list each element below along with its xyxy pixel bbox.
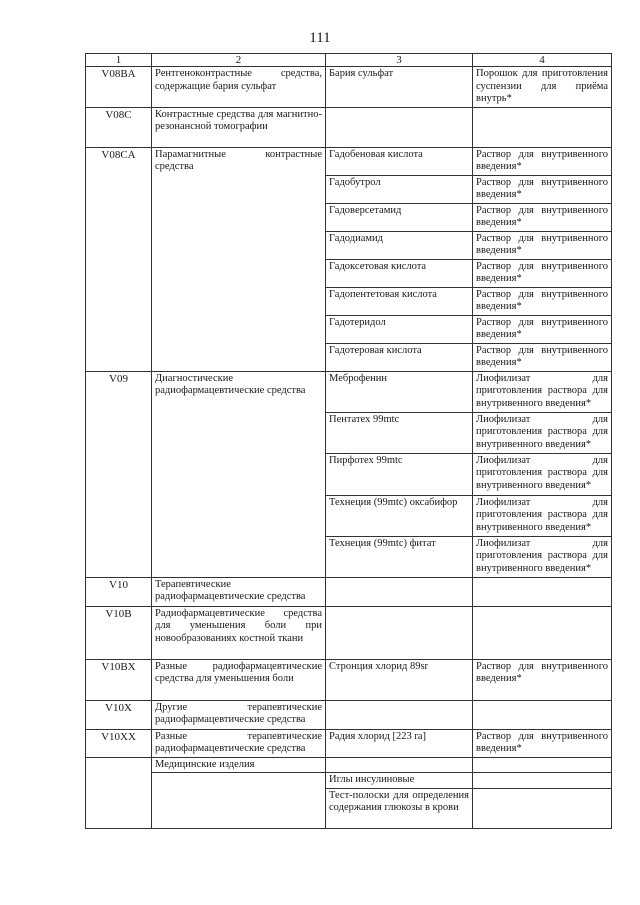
- dosage-form: Раствор для внутривенного введения*: [473, 175, 612, 203]
- page-number: 111: [309, 30, 331, 46]
- column-header: 3: [326, 54, 473, 67]
- drug-name: Радия хлорид [223 ra]: [326, 729, 473, 757]
- atc-code: V08BA: [86, 67, 152, 108]
- drug-name: [326, 577, 473, 606]
- column-header: 2: [152, 54, 326, 67]
- dosage-form: Раствор для внутривенного введения*: [473, 343, 612, 371]
- table-row: [86, 729, 612, 757]
- group-description: Контрастные средства для магнитно-резонансной томографии: [152, 107, 326, 147]
- group-description: Радиофармацевтические средства для уменьшения боли при новообразованиях костной ткани: [152, 606, 326, 659]
- dosage-form: Раствор для внутривенного введения*: [473, 231, 612, 259]
- group-description: Разные радиофармацевтические средства для уменьшения боли: [152, 659, 326, 700]
- dosage-form: Раствор для внутривенного введения*: [473, 659, 612, 700]
- drug-name: Гадопентетовая кислота: [326, 287, 473, 315]
- drug-name: Гадотеровая кислота: [326, 343, 473, 371]
- drug-name: Пентатех 99mtc: [326, 412, 473, 453]
- dosage-form: [473, 606, 612, 659]
- dosage-form: Лиофилизат для приготовления раствора для внутривенного введения*: [473, 453, 612, 495]
- drug-name: [326, 700, 473, 729]
- drug-name: Технеция (99mtc) оксабифор: [326, 495, 473, 536]
- drug-name: Гадоксетовая кислота: [326, 259, 473, 287]
- device-name: Тест-полоски для определения содержания глюкозы в крови: [326, 788, 473, 828]
- drug-name: Стронция хлорид 89sr: [326, 659, 473, 700]
- dosage-form: Лиофилизат для приготовления раствора для внутривенного введения*: [473, 495, 612, 536]
- column-header: 4: [473, 54, 612, 67]
- device-name: Иглы инсулиновые: [326, 773, 473, 789]
- group-description-empty: [152, 773, 326, 829]
- atc-code: V08CA: [86, 147, 152, 371]
- dosage-form: Порошок для приготовления суспензии для приёма внутрь*: [473, 67, 612, 108]
- column-header: 1: [86, 54, 152, 67]
- table-row: [86, 659, 612, 700]
- group-description: Парамагнитные контрастные средства: [152, 147, 326, 371]
- atc-code-empty: [86, 757, 152, 828]
- dosage-form: Лиофилизат для приготовления раствора для внутривенного введения*: [473, 371, 612, 412]
- group-description: Другие терапевтические радиофармацевтические средства: [152, 700, 326, 729]
- dosage-form-empty: [473, 788, 612, 828]
- group-description: Рентгеноконтрастные средства, содержащие бария сульфат: [152, 67, 326, 108]
- group-description: Диагностические радиофармацевтические средства: [152, 371, 326, 577]
- dosage-form: Лиофилизат для приготовления раствора для внутривенного введения*: [473, 536, 612, 577]
- table-row: [86, 773, 612, 789]
- drug-name: [326, 107, 473, 147]
- dosage-form: Раствор для внутривенного введения*: [473, 287, 612, 315]
- atc-code: V10X: [86, 700, 152, 729]
- drug-name: Пирфотех 99mtc: [326, 453, 473, 495]
- dosage-form: Раствор для внутривенного введения*: [473, 203, 612, 231]
- table-row: [86, 371, 612, 412]
- dosage-form: Раствор для внутривенного введения*: [473, 729, 612, 757]
- dosage-form-empty: [473, 757, 612, 773]
- drug-name: Бария сульфат: [326, 67, 473, 108]
- dosage-form: [473, 577, 612, 606]
- dosage-form: Раствор для внутривенного введения*: [473, 315, 612, 343]
- dosage-form-empty: [473, 773, 612, 789]
- dosage-form: Лиофилизат для приготовления раствора для внутривенного введения*: [473, 412, 612, 453]
- drug-name: Гадобутрол: [326, 175, 473, 203]
- dosage-form: [473, 107, 612, 147]
- table-row: [86, 757, 612, 773]
- table-row: [86, 577, 612, 606]
- group-description: Терапевтические радиофармацевтические средства: [152, 577, 326, 606]
- group-description: Разные терапевтические радиофармацевтические средства: [152, 729, 326, 757]
- table-row: [86, 606, 612, 659]
- drug-name: Меброфенин: [326, 371, 473, 412]
- dosage-form: [473, 700, 612, 729]
- drug-name-empty: [326, 757, 473, 773]
- table-row: [86, 107, 612, 147]
- atc-code: V09: [86, 371, 152, 577]
- drug-name: Гадотеридол: [326, 315, 473, 343]
- drug-name: Технеция (99mtc) фитат: [326, 536, 473, 577]
- dosage-form: Раствор для внутривенного введения*: [473, 147, 612, 175]
- drug-name: [326, 606, 473, 659]
- atc-code: V10XX: [86, 729, 152, 757]
- atc-code: V08C: [86, 107, 152, 147]
- table-row: [86, 700, 612, 729]
- atc-code: V10B: [86, 606, 152, 659]
- atc-code: V10BX: [86, 659, 152, 700]
- drug-table: [85, 53, 612, 829]
- atc-code: V10: [86, 577, 152, 606]
- dosage-form: Раствор для внутривенного введения*: [473, 259, 612, 287]
- section-label: Медицинские изделия: [152, 757, 326, 773]
- table-header-row: [86, 54, 612, 67]
- table-row: [86, 67, 612, 108]
- drug-name: Гадобеновая кислота: [326, 147, 473, 175]
- drug-name: Гадоверсетамид: [326, 203, 473, 231]
- table-row: [86, 147, 612, 175]
- drug-name: Гадодиамид: [326, 231, 473, 259]
